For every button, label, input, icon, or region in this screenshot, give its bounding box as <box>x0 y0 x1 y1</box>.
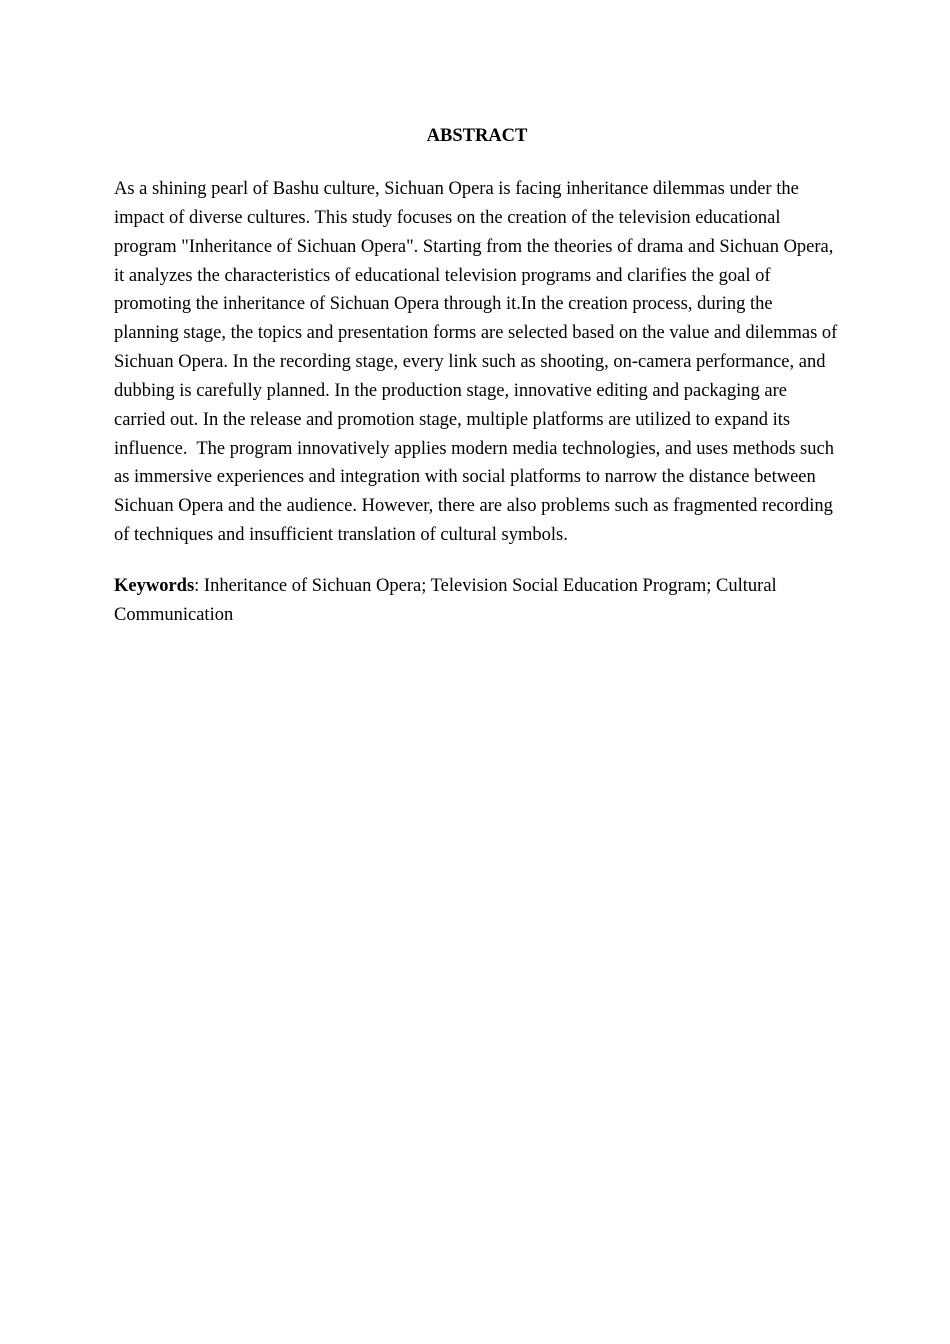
keywords-paragraph <box>114 572 840 630</box>
abstract-section <box>114 123 840 630</box>
abstract-heading: ABSTRACT <box>426 126 528 146</box>
abstract-body: As a shining pearl of Bashu culture, Sichuan Opera is facing inheritance dilemmas under the impact of diverse cultures. This study focuses on the creation of the television educational program "Inheritance of Sichuan Opera". Starting from the theories of drama and Sichuan Opera, it analyzes the characteristics of educational television programs and clarifies the goal of promoting the inheritance of Sichuan Opera through it.In the creation process, during the planning stage, the topics and presentation forms are selected based on the value and dilemmas of Sichuan Opera. In the recording stage, every link such as shooting, on-camera performance, and dubbing is carefully planned. In the production stage, innovative editing and packaging are carried out. In the release and promotion stage, multiple platforms are utilized to expand its influence. The program innovatively applies modern media technologies, and uses methods such as immersive experiences and integration with social platforms to narrow the distance between Sichuan Opera and the audience. However, there are also problems such as fragmented recording of techniques and insufficient translation of cultural symbols. <box>114 179 842 546</box>
keywords-label: Keywords <box>114 575 195 596</box>
keywords-text: : Inheritance of Sichuan Opera; Television Social Education Program; Cultural Communication <box>114 575 777 625</box>
